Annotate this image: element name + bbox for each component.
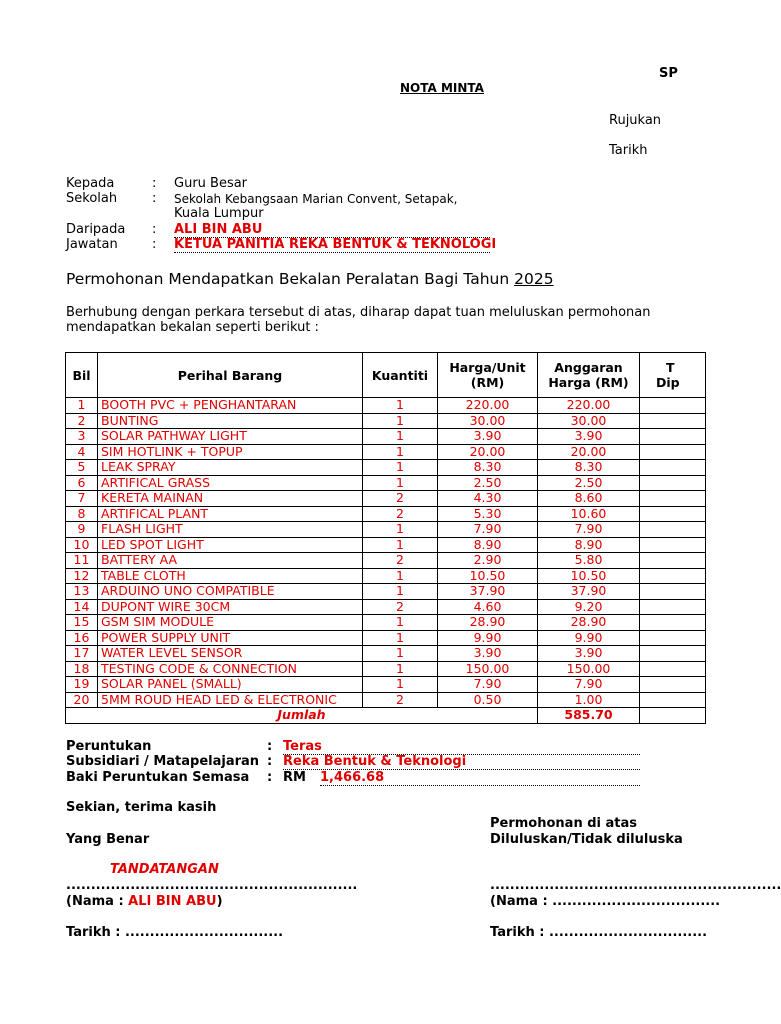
row-item: KERETA MAINAN xyxy=(98,491,363,507)
row-unit-price: 7.90 xyxy=(438,677,538,693)
row-qty: 1 xyxy=(363,460,438,476)
row-item: GSM SIM MODULE xyxy=(98,615,363,631)
extra-cell xyxy=(640,599,706,615)
ref-code: SP xyxy=(659,66,678,81)
row-unit-price: 150.00 xyxy=(438,661,538,677)
row-qty: 1 xyxy=(363,568,438,584)
row-item: FLASH LIGHT xyxy=(98,522,363,538)
row-item: BOOTH PVC + PENGHANTARAN xyxy=(98,398,363,414)
table-row xyxy=(66,475,706,491)
row-qty: 1 xyxy=(363,584,438,600)
row-item: SOLAR PANEL (SMALL) xyxy=(98,677,363,693)
row-total: 30.00 xyxy=(538,413,640,429)
table-header-row xyxy=(66,353,706,398)
table-row xyxy=(66,429,706,445)
row-qty: 2 xyxy=(363,491,438,507)
row-unit-price: 37.90 xyxy=(438,584,538,600)
extra-cell xyxy=(640,630,706,646)
table-row xyxy=(66,522,706,538)
table-row xyxy=(66,537,706,553)
peruntukan-label: Peruntukan xyxy=(66,739,152,754)
signature-line: ........................................................... xyxy=(66,878,358,893)
row-total: 150.00 xyxy=(538,661,640,677)
row-total: 10.60 xyxy=(538,506,640,522)
document-title: NOTA MINTA xyxy=(400,81,484,95)
row-total: 2.50 xyxy=(538,475,640,491)
row-qty: 1 xyxy=(363,646,438,662)
row-unit-price: 220.00 xyxy=(438,398,538,414)
row-bil: 4 xyxy=(66,444,98,460)
row-unit-price: 10.50 xyxy=(438,568,538,584)
table-row xyxy=(66,553,706,569)
row-unit-price: 2.50 xyxy=(438,475,538,491)
row-bil: 10 xyxy=(66,537,98,553)
row-bil: 5 xyxy=(66,460,98,476)
baki-label: Baki Peruntukan Semasa xyxy=(66,770,250,785)
header-kuantiti: Kuantiti xyxy=(363,353,438,398)
table-row xyxy=(66,444,706,460)
row-qty: 1 xyxy=(363,413,438,429)
kepada-label: Kepada xyxy=(66,176,115,191)
colon: : xyxy=(152,176,157,191)
table-row xyxy=(66,568,706,584)
row-qty: 1 xyxy=(363,615,438,631)
row-qty: 1 xyxy=(363,677,438,693)
signature-placeholder: TANDATANGAN xyxy=(110,862,219,877)
row-unit-price: 8.30 xyxy=(438,460,538,476)
row-total: 7.90 xyxy=(538,522,640,538)
colon: : xyxy=(152,237,157,252)
jawatan-label: Jawatan xyxy=(66,237,118,252)
row-total: 37.90 xyxy=(538,584,640,600)
approval-tarikh-line: Tarikh : ................................ xyxy=(490,925,708,940)
row-total: 3.90 xyxy=(538,646,640,662)
daripada-label: Daripada xyxy=(66,222,126,237)
row-unit-price: 5.30 xyxy=(438,506,538,522)
row-total: 10.50 xyxy=(538,568,640,584)
row-unit-price: 9.90 xyxy=(438,630,538,646)
row-bil: 7 xyxy=(66,491,98,507)
row-total: 9.20 xyxy=(538,599,640,615)
extra-cell xyxy=(640,677,706,693)
items-table xyxy=(65,352,706,724)
extra-cell xyxy=(640,708,706,724)
row-unit-price: 3.90 xyxy=(438,429,538,445)
row-qty: 2 xyxy=(363,553,438,569)
row-unit-price: 3.90 xyxy=(438,646,538,662)
table-row xyxy=(66,506,706,522)
row-qty: 1 xyxy=(363,522,438,538)
row-unit-price: 2.90 xyxy=(438,553,538,569)
extra-cell xyxy=(640,537,706,553)
row-item: 5MM ROUD HEAD LED & ELECTRONIC xyxy=(98,692,363,708)
sekolah-label: Sekolah xyxy=(66,191,118,206)
row-total: 220.00 xyxy=(538,398,640,414)
yang-benar-text: Yang Benar xyxy=(66,832,150,847)
jumlah-value: 585.70 xyxy=(538,708,640,724)
row-qty: 2 xyxy=(363,599,438,615)
row-bil: 12 xyxy=(66,568,98,584)
intro-line-1: Berhubung dengan perkara tersebut di atas, diharap dapat tuan meluluskan permohonan xyxy=(66,305,651,320)
row-bil: 1 xyxy=(66,398,98,414)
table-row xyxy=(66,646,706,662)
row-bil: 8 xyxy=(66,506,98,522)
table-row xyxy=(66,661,706,677)
colon: : xyxy=(152,191,157,206)
sekian-text: Sekian, terima kasih xyxy=(66,800,217,815)
row-item: LED SPOT LIGHT xyxy=(98,537,363,553)
jawatan-value: KETUA PANITIA REKA BENTUK & TEKNOLOGI xyxy=(174,237,497,252)
extra-cell xyxy=(640,615,706,631)
extra-cell xyxy=(640,444,706,460)
row-bil: 16 xyxy=(66,630,98,646)
row-bil: 9 xyxy=(66,522,98,538)
row-bil: 15 xyxy=(66,615,98,631)
row-bil: 6 xyxy=(66,475,98,491)
extra-cell xyxy=(640,413,706,429)
row-unit-price: 30.00 xyxy=(438,413,538,429)
rujukan-label: Rujukan xyxy=(609,113,662,128)
baki-value: 1,466.68 xyxy=(320,770,640,786)
colon: : xyxy=(267,770,273,785)
row-item: ARTIFICAL GRASS xyxy=(98,475,363,491)
table-row xyxy=(66,599,706,615)
extra-cell xyxy=(640,506,706,522)
extra-cell xyxy=(640,491,706,507)
row-unit-price: 8.90 xyxy=(438,537,538,553)
subject-line xyxy=(66,270,554,288)
row-unit-price: 4.30 xyxy=(438,491,538,507)
sekolah-line-2: Kuala Lumpur xyxy=(174,206,264,221)
extra-cell xyxy=(640,646,706,662)
table-row xyxy=(66,460,706,476)
row-total: 20.00 xyxy=(538,444,640,460)
row-bil: 20 xyxy=(66,692,98,708)
kepada-value: Guru Besar xyxy=(174,176,248,191)
row-bil: 19 xyxy=(66,677,98,693)
extra-cell xyxy=(640,429,706,445)
table-row xyxy=(66,630,706,646)
row-total: 8.30 xyxy=(538,460,640,476)
approval-signature-line: ........................................................... xyxy=(490,878,781,893)
extra-cell xyxy=(640,460,706,476)
row-item: BUNTING xyxy=(98,413,363,429)
row-qty: 1 xyxy=(363,398,438,414)
row-item: ARDUINO UNO COMPATIBLE xyxy=(98,584,363,600)
row-total: 1.00 xyxy=(538,692,640,708)
tarikh-label: Tarikh xyxy=(609,143,648,158)
header-extra: T Dip xyxy=(640,353,706,398)
header-harga-unit: Harga/Unit (RM) xyxy=(438,353,538,398)
row-item: POWER SUPPLY UNIT xyxy=(98,630,363,646)
approval-line-2: Diluluskan/Tidak diluluska xyxy=(490,832,683,847)
row-item: TABLE CLOTH xyxy=(98,568,363,584)
row-bil: 11 xyxy=(66,553,98,569)
colon: : xyxy=(267,754,273,769)
row-total: 7.90 xyxy=(538,677,640,693)
extra-cell xyxy=(640,522,706,538)
header-bil: Bil xyxy=(66,353,98,398)
table-row xyxy=(66,584,706,600)
daripada-value: ALI BIN ABU xyxy=(174,222,490,238)
row-unit-price: 0.50 xyxy=(438,692,538,708)
row-item: SIM HOTLINK + TOPUP xyxy=(98,444,363,460)
row-bil: 17 xyxy=(66,646,98,662)
row-qty: 1 xyxy=(363,444,438,460)
extra-cell xyxy=(640,692,706,708)
row-unit-price: 7.90 xyxy=(438,522,538,538)
row-bil: 2 xyxy=(66,413,98,429)
jumlah-label: Jumlah xyxy=(66,708,538,724)
header-perihal: Perihal Barang xyxy=(98,353,363,398)
colon: : xyxy=(267,739,273,754)
table-row xyxy=(66,413,706,429)
row-item: WATER LEVEL SENSOR xyxy=(98,646,363,662)
subject-text: Permohonan Mendapatkan Bekalan Peralatan Bagi Tahun xyxy=(66,270,510,288)
row-item: TESTING CODE & CONNECTION xyxy=(98,661,363,677)
table-row xyxy=(66,615,706,631)
extra-cell xyxy=(640,568,706,584)
row-item: LEAK SPRAY xyxy=(98,460,363,476)
row-unit-price: 4.60 xyxy=(438,599,538,615)
row-item: BATTERY AA xyxy=(98,553,363,569)
row-total: 28.90 xyxy=(538,615,640,631)
row-qty: 1 xyxy=(363,537,438,553)
row-total: 8.60 xyxy=(538,491,640,507)
baki-currency: RM xyxy=(283,770,306,785)
colon: : xyxy=(152,222,157,237)
row-item: SOLAR PATHWAY LIGHT xyxy=(98,429,363,445)
row-qty: 2 xyxy=(363,692,438,708)
row-total: 3.90 xyxy=(538,429,640,445)
total-row xyxy=(66,708,706,724)
peruntukan-value: Teras xyxy=(283,739,640,755)
row-unit-price: 20.00 xyxy=(438,444,538,460)
table-row xyxy=(66,677,706,693)
extra-cell xyxy=(640,584,706,600)
row-total: 5.80 xyxy=(538,553,640,569)
extra-cell xyxy=(640,475,706,491)
intro-line-2: mendapatkan bekalan seperti berikut : xyxy=(66,320,319,335)
row-qty: 1 xyxy=(363,661,438,677)
row-bil: 13 xyxy=(66,584,98,600)
header-anggaran: Anggaran Harga (RM) xyxy=(538,353,640,398)
row-qty: 1 xyxy=(363,429,438,445)
table-row xyxy=(66,398,706,414)
row-total: 9.90 xyxy=(538,630,640,646)
row-bil: 14 xyxy=(66,599,98,615)
subject-year: 2025 xyxy=(514,270,554,288)
row-qty: 1 xyxy=(363,630,438,646)
extra-cell xyxy=(640,398,706,414)
tarikh-line: Tarikh : ................................ xyxy=(66,925,284,940)
row-qty: 2 xyxy=(363,506,438,522)
row-unit-price: 28.90 xyxy=(438,615,538,631)
table-row xyxy=(66,692,706,708)
table-row xyxy=(66,491,706,507)
row-item: ARTIFICAL PLANT xyxy=(98,506,363,522)
row-total: 8.90 xyxy=(538,537,640,553)
extra-cell xyxy=(640,661,706,677)
row-bil: 18 xyxy=(66,661,98,677)
subsidiari-label: Subsidiari / Matapelajaran xyxy=(66,754,260,769)
nama-value: ALI BIN ABU xyxy=(128,894,217,909)
row-qty: 1 xyxy=(363,475,438,491)
sekolah-line-1: Sekolah Kebangsaan Marian Convent, Setapak, xyxy=(174,192,458,206)
approval-nama-line: (Nama : .................................. xyxy=(490,894,721,909)
subsidiari-value: Reka Bentuk & Teknologi xyxy=(283,754,640,770)
row-bil: 3 xyxy=(66,429,98,445)
nama-line: (Nama : ALI BIN ABU) xyxy=(66,894,223,909)
approval-line-1: Permohonan di atas xyxy=(490,816,638,831)
extra-cell xyxy=(640,553,706,569)
row-item: DUPONT WIRE 30CM xyxy=(98,599,363,615)
